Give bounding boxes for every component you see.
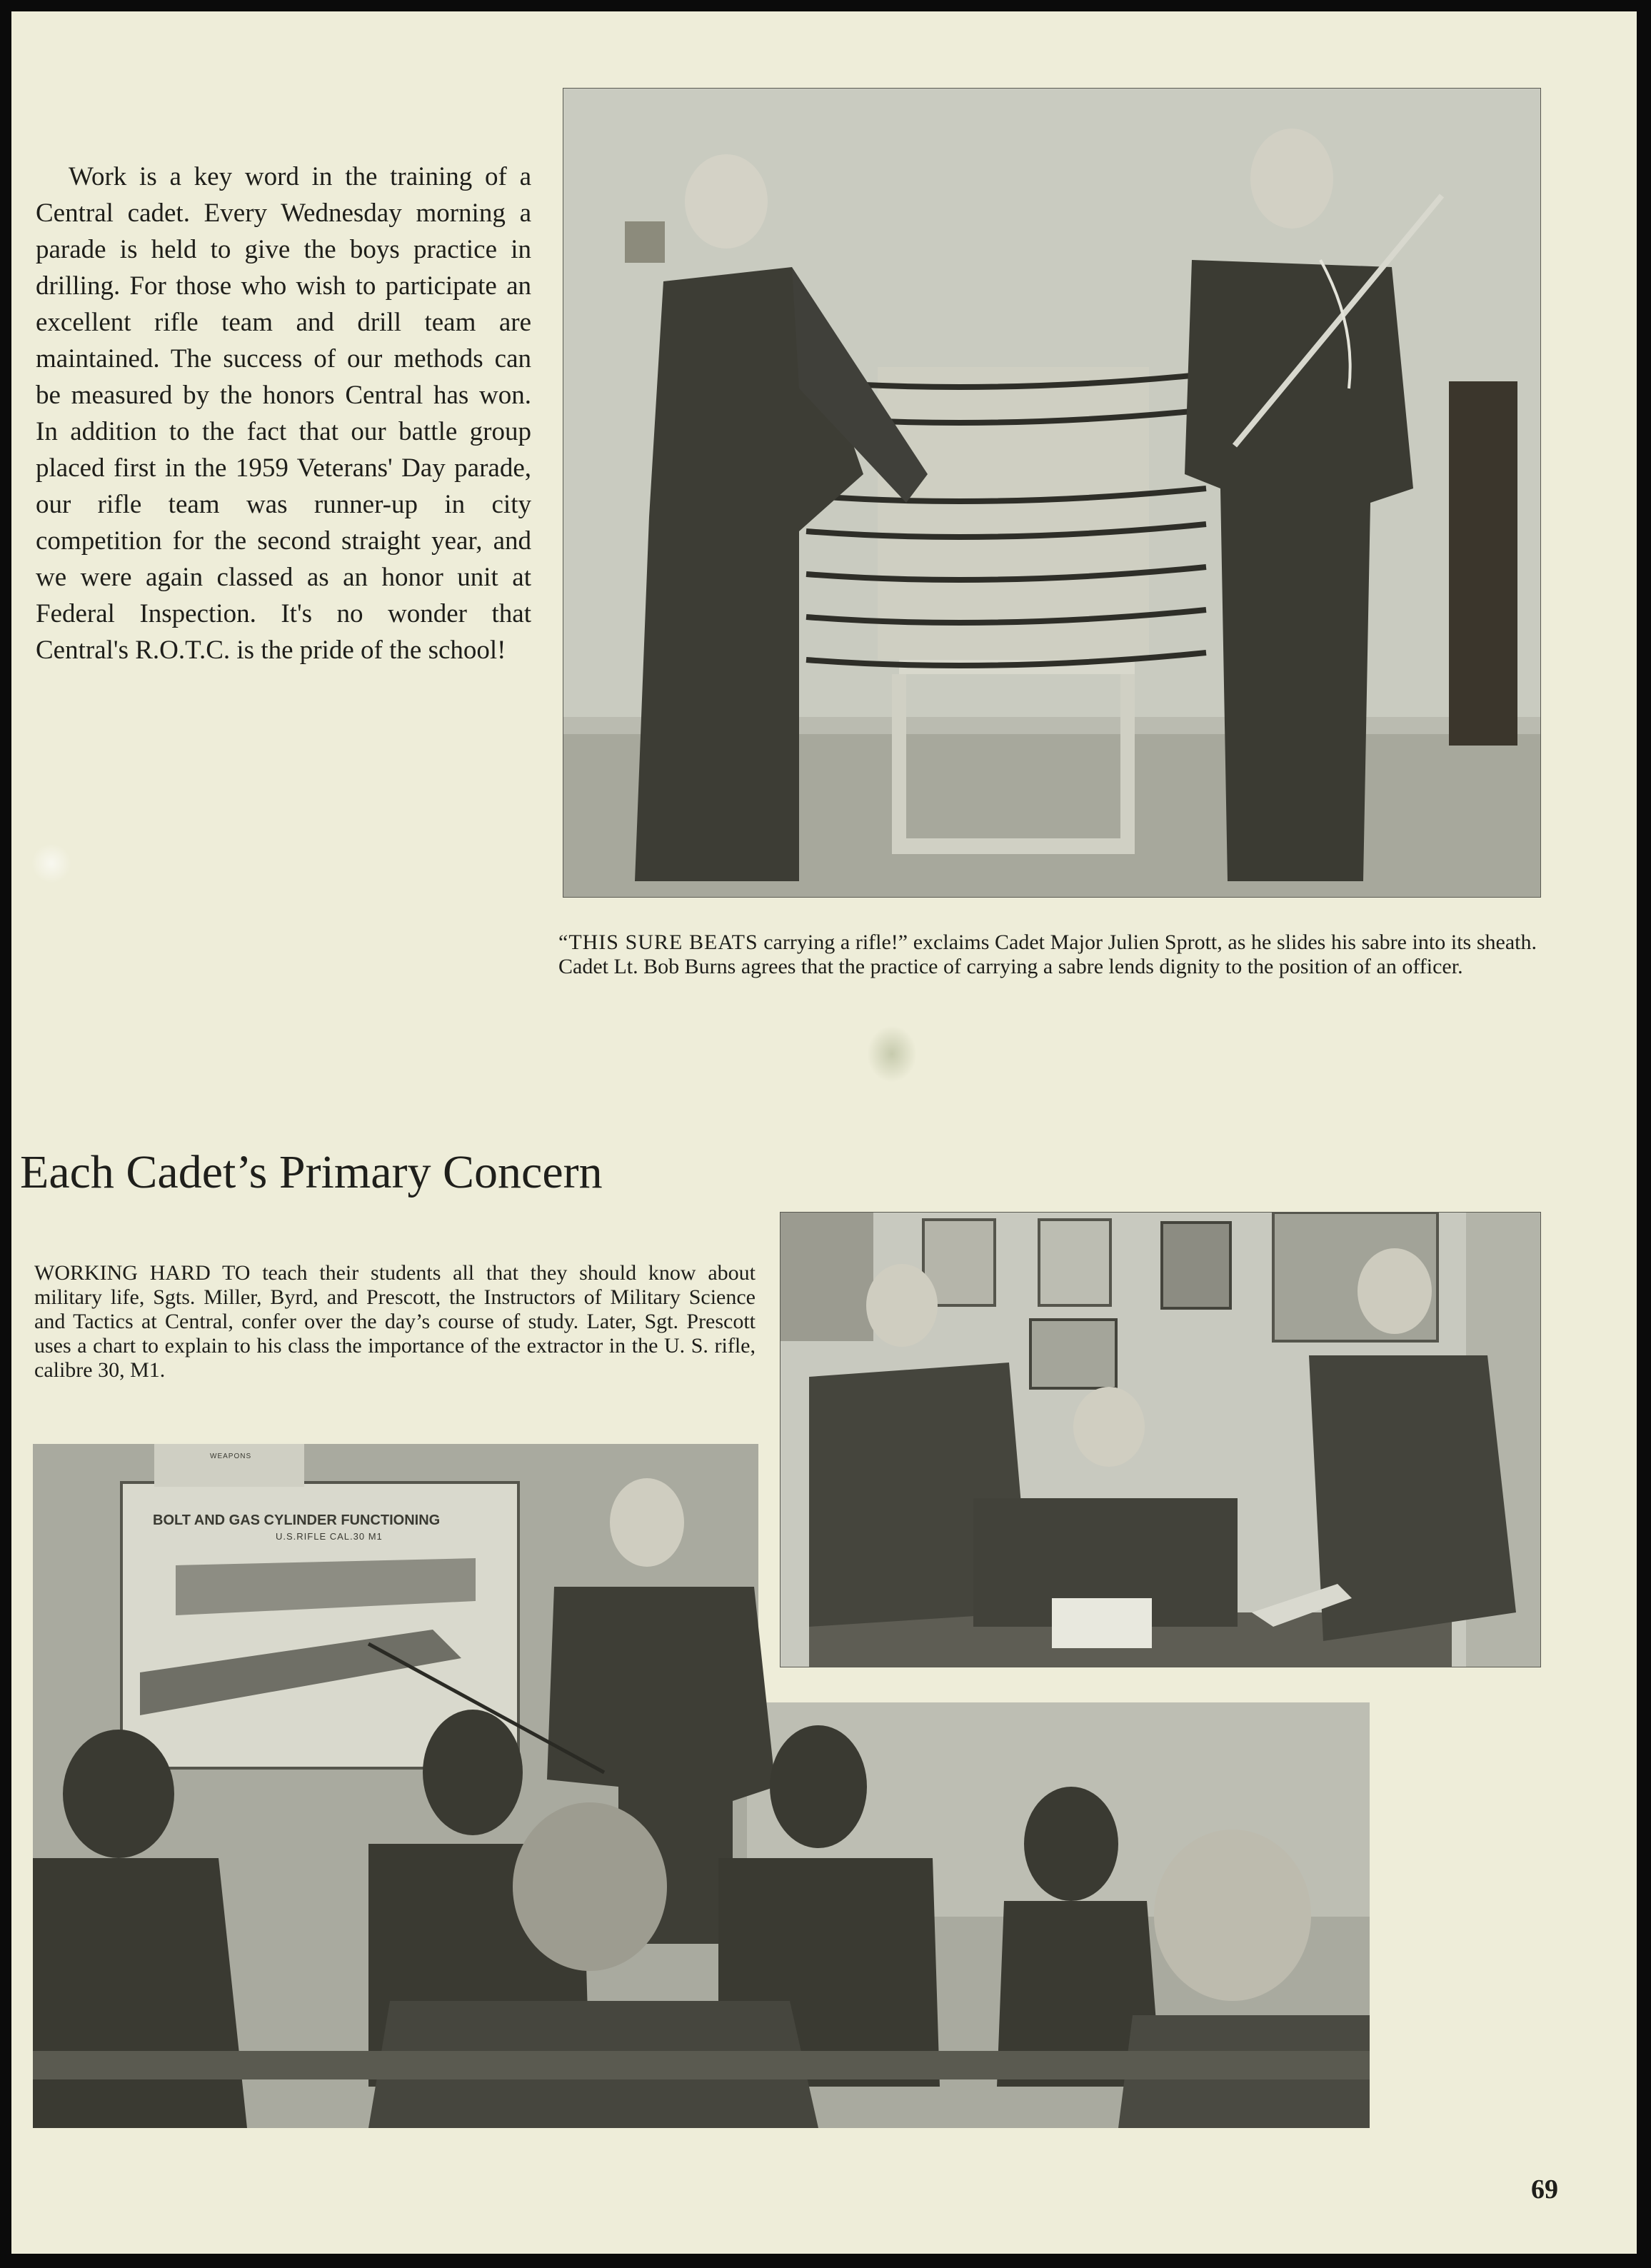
intro-paragraph: Work is a key word in the training of a Central cadet. Every Wednesday morning a parade is held to give the boys practice in drilling. For those who wish to participate an excellent rifle team and drill team are maintained. The success of our methods can be measured by the honors Central has won. In addition to the fact that our battle group placed first in the 1959 Veterans' Day parade, our rifle team was runner-up in city competition for the second straight year, and we were again classed as an honor unit at Federal Inspection. It's no wonder that Central's R.O.T.C. is the pride of the school! [36,162,531,665]
classroom-illustration [33,1444,1370,2128]
paper-mark [31,843,71,883]
chart-title: BOLT AND GAS CYLINDER FUNCTIONING [153,1512,441,1528]
print-smudge [867,1025,917,1083]
sabre-caption-lead: “THIS SURE BEATS [558,930,758,954]
sabre-rack-photo [563,88,1541,898]
chart-tab-label: WEAPONS [210,1452,252,1460]
classroom-photo [33,1444,1370,2128]
sabre-rack-illustration [563,89,1540,897]
sabre-caption-text: carrying a rifle!” exclaims Cadet Major Julien Sprott, as he slides his sabre into its sheath. Cadet Lt. Bob Burns agrees that the practice of carrying a sabre lends dignity to the position of an officer. [558,930,1537,978]
sabre-photo-caption [558,930,1537,979]
yearbook-page [11,11,1637,2254]
page-number: 69 [1531,2174,1558,2204]
section-heading: Each Cadet’s Primary Concern [20,1146,603,1198]
instructors-caption: WORKING HARD TO teach their students all that they should know about military life, Sgts. Miller, Byrd, and Prescott, the Instructors of Military Science and Tactics at Central, confer over the day’s course of study. Later, Sgt. Prescott uses a chart to explain to his class the importance of the extractor in the U. S. rifle, calibre 30, M1. [34,1261,756,1382]
chart-subtitle: U.S.RIFLE CAL.30 M1 [276,1531,383,1542]
